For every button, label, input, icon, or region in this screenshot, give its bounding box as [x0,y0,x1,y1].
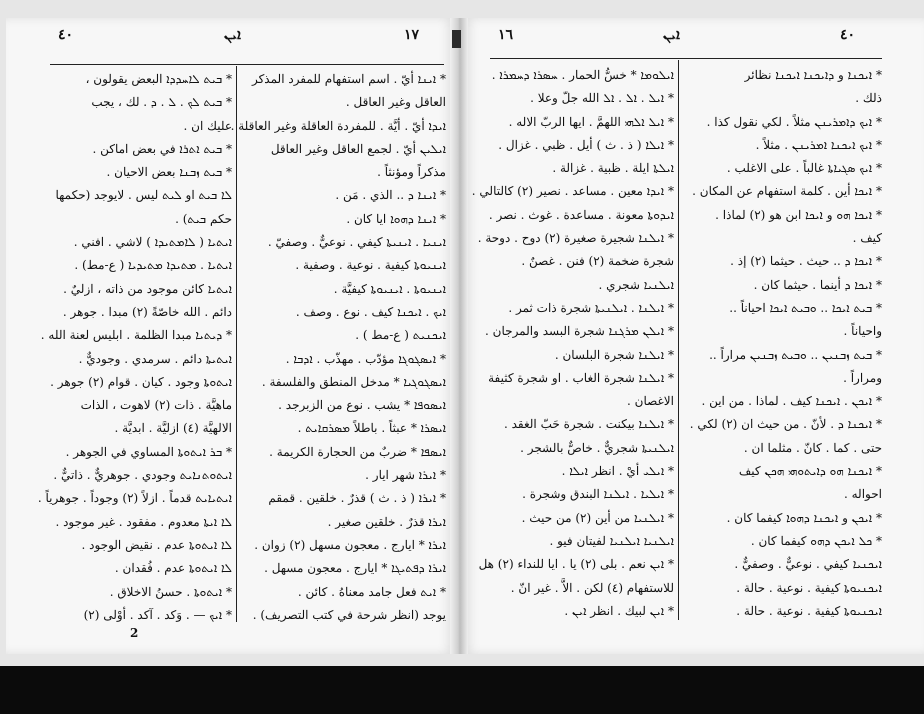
entry-line: ܠܐ ܒܝܬ او ܠܝܬ ليس . لايوجد (حكمها [55,188,232,203]
right-page-right-column [682,64,882,623]
entry-line: * ܐܝܪܐ ( ذ . ث ) قذرٌ . خلقين . قمقم [268,491,446,506]
entry-line: * ܐܝܟܐ أين . كلمة استفهام عن المكان . [692,184,882,199]
book-spine [450,18,468,654]
left-page-header-rule [50,64,444,65]
entry-line: * ܐܝܕܐ معين . مساعد . نصير (٢) كالتالي . [471,184,674,199]
entry-line: ܐܝܟܢܝܘܬܐ كيفية . نوعية . حالة . [736,580,882,595]
entry-line: ܐܝܬܝܐ . ܡܬܝܕܐ ܡܬܝܕܝܐ ( ع-مط) . [74,258,232,273]
entry-line: ܐܝܕܐ أيّ . أيَّة . للمفردة العاقلة وغير العاقلة . [230,118,446,133]
entry-line: * ܐܝܟܢ . ܐܝܟܢܐ كيف . لماذا . من اين . [701,394,882,409]
entry-line: * ܐܝܟ ܕܐܡܪܝܢܢ مثلاً . لكي نقول كذا . [706,114,882,129]
entry-line: ܐܝܣܪܐ * عبثاً . باطلاً ܡܣܪܩܐܝܬ . [297,421,446,436]
entry-line: * ܒܝܬ ܙܒܢܐ بعض الاحيان . [106,165,232,180]
entry-line: ܐܝܟ . ܐܝܟܢܐ كيف . نوع . وصف . [295,304,446,319]
entry-line: ماهيَّة . ذات (٢) لاهوت ، الذات [80,398,232,413]
entry-line: * ܐܝܟܐ ܕ .. حيث . حيثما (٢) إذ . [730,254,882,269]
entry-line: ܐܝܠܬܐ ايلة . ظبية . غزالة . [552,161,674,176]
entry-line: * ܐܝܠܐ ( ذ . ث ) أيل . ظبي . غزال . [498,137,674,152]
entry-line: ومراراً . [843,370,882,385]
entry-line: يوجد (انظر شرحة في كتب التصريف) . [252,607,446,622]
entry-line: * ܒܝܬ ܙܒܢܝܢ .. ܘܒܝܬ ܙܒܢܝܢ مراراً .. [709,347,882,362]
entry-line: ܐܝܣܘܦܐ * يشب . نوع من الزبرجد . [278,398,446,413]
entry-line: العاقل وغير العاقل . [345,95,446,110]
entry-line: ܐܝܪܐ * ايارج . معجون مسهل (٢) زوان . [254,537,446,552]
entry-line: * ܐܝܠܢܐ . ܐܝܠܢܝܬܐ شجرة ذات ثمر . [508,300,674,315]
entry-line: الاغصان . [627,394,674,409]
entry-line: * ܐܝܠܝܐ . ܐܝܠܢܐ البندق وشجرة . [522,487,674,502]
entry-line: ܐܝܣܓܘܓܝܐ * مدخل المنطق والفلسفة . [261,374,446,389]
entry-line: * ܟܠ ܐܝܟܢ ܕܗܘ كيفما كان . [750,533,882,548]
entry-line: * ܐܝܠܢܝܐ من أين (٢) من حيث . [521,510,674,525]
entry-line: للاستفهام (٤) لكن . الاَّ . غير انّ . [510,580,674,595]
entry-line: كيف . [852,231,882,246]
right-page-left-column [471,64,674,623]
entry-line: * ܒܝܬ ܐܬܪܐ في بعض اماكن . [92,141,232,156]
scanner-bottom-edge [0,666,924,714]
entry-line: ܐܝܕܘܬܐ معونة . مساعدة . غوث . نصر . [488,207,674,222]
entry-line: * ܐܝܟܐ ܗܘ و ܐܝܟܐ ابن هو (٢) لماذا . [715,207,882,222]
right-page-number: ١٦ [498,27,514,43]
entry-line: ذلك . [855,91,882,106]
left-page-left-column [37,68,232,627]
right-page-corner-mark: ٤٠ [840,27,856,43]
entry-line: * ܐܝܟܢ و ܐܝܟܢܐ ܕܗܘܐ كيفما كان . [726,510,882,525]
entry-line: حكم ܒܝܬ) . [175,211,232,226]
entry-line: شجرة ضخمة (٢) فنن . غصنٌ . [521,254,674,269]
entry-line: ܐܝܟܢܝܐ كيفي . نوعيٌّ . وصفيٌّ . [734,557,882,572]
entry-line: مذكراً ومؤنثاً . [377,165,446,180]
entry-line: * ܒܝܬ ܠܟ . ܠ . ܕ . لك ، يجب [91,95,232,110]
entry-line: ܐܝܟܢܝܬ ( ع-مط ) . [355,328,446,343]
entry-line: * ܐܝܟ ܣܓܝܐܬܐ غالباً . على الاغلب . [726,161,882,176]
entry-line: * ܐܝܠܢ ܡܪܓܢܐ شجرة البسد والمرجان . [485,324,674,339]
entry-line: ܐܝܬܝܬܐ دائم . سرمدي . وجوديٌّ . [78,351,232,366]
left-page-column-divider [236,66,237,622]
left-page-footer-number: 2 [130,626,139,640]
entry-line: * ܐܝܢܐ ܕܗܘܐ ايا كان . [346,211,446,226]
entry-line: * ܐܝܣܓܘܓܐ مؤدّب . مهذّب . ܐܕܒܐ . [285,351,446,366]
entry-line: * ܐܝܟ ܐܝܟܢܐ ܐܡܪܝܢܢ . مثلاً . [755,137,882,152]
entry-line: * ܐܝܠܢܐ شجيرة صغيرة (٢) دوح . دوحة . [477,231,674,246]
entry-line: ܠܐ ܐܝܬܘܬܐ عدم . فُقدان . [114,561,232,576]
entry-line: ܐܝܬܝܐ ( ܠܐܡܬܝܕܐ ) لاشي . افني . [73,235,232,250]
right-page-header-rule [490,58,882,59]
entry-line: ܐܝܟܢܝܘܬܐ كيفية . نوعية . حالة . [736,603,882,618]
entry-line: * ܐܝܠ . ܐܠ . ܐܠ الله جلّ وعلا . [530,91,674,106]
right-page-running-title: ܐܝܢ [663,27,680,43]
entry-line: * ܐܝܪܐ شهر ايار . [365,468,446,483]
entry-line: ܐܝܠܢܝܐ ܐܝܠܢܝܐ لفيتان فيو . [549,533,674,548]
entry-line: * ܐܝܟܢܐ و ܕܐܝܟܢܐ ܐܝܟܢܐ نظائر [744,68,882,82]
entry-line: واحياناً . [843,324,882,339]
entry-line: ܐܝܢܝܘܬܐ . ܐܝܢܝܘܬܐ كيفيَّة . [333,281,446,296]
entry-line: * ܒܪ ܐܝܬܘܬܐ المساوي في الجوهر . [65,444,232,459]
entry-line: * ܐܝܟܢܐ ܗܘ ܕܐܝܬܘܗܝ ܗܟܢ كيف [738,464,882,479]
entry-line: * ܐܝܟܢܐ ܕ . لأنّ . من حيث ان (٢) لكي . [689,417,882,432]
entry-line: ܐܝܠܝܢ أيّ . لجمع العاقل وغير العاقل [270,141,446,156]
entry-line: * ܐܝܬܘܬܐ . حسنُ الاخلاق . [109,584,232,599]
left-page-running-title: ܐܝܢ [224,27,241,43]
entry-line: ܠܐ ܐܝܬܐ معدوم . مفقود . غير موجود . [55,514,232,529]
entry-line: ܐܝܢܝܘܬܐ كيفية . نوعية . وصفية . [295,258,446,273]
entry-line: ܐܝܠܘܡܐ * خسُّ الحمار . ܚܣܪܐ ܕܚܡܪܐ . [491,68,674,82]
entry-line: * ܐܝܬ فعل جامد معناهُ . كائن . [297,584,446,599]
entry-line: * ܐܝܟܐ ܕ أينما . حيثما كان . [753,277,882,292]
entry-line: ܐܝܠܢܝܐ شجري . [598,277,674,292]
entry-line: * ܐܝܠܢܐ بيكنت . شجرة حَبّ الغقد . [503,417,674,432]
entry-line: * ܒܝܬ ܠܐܚܕܕܐ البعض يقولون ، [85,72,232,86]
entry-line: احواله . [843,487,882,502]
entry-line: * ܕܝܬܝܐ مبدا الظلمة . ابليس لعنة الله . [40,328,232,343]
entry-line: * ܐܝܠܢܐ شجرة البلسان . [554,347,674,362]
entry-line: * ܒܝܬ ܐܝܟܐ .. ܘܒܝܬ ܐܝܟܐ احياناً .. [729,300,882,315]
entry-line: ܐܝܪܐ ܕܦܬܝܓܐ * ايارج . معجون مسهل . [264,561,446,576]
right-page-column-divider [678,60,679,620]
entry-line: ܐܝܣܦܐ * ضربٌ من الحجارة الكريمة . [269,444,446,459]
entry-line: عليك ان . [183,118,232,133]
entry-line: ܐܝܬܝܐ كائن موجود من ذاته ، ازليٌ . [63,281,232,296]
entry-line: ܐܝܬܘܬܐ وجود . كيان . قوام (٢) جوهر . [50,374,232,389]
entry-line: ܐܝܬܝܐܝܬ قدماً . ازلاً (٢) وجوداً . جوهرياً . [37,491,232,506]
left-page-corner-mark: ٤٠ [58,27,74,43]
entry-line: * ܐܝܢܐ ܕ .. الذي . مَن . [335,188,446,203]
spine-tab-mark [452,30,461,48]
entry-line: * ܐܝܢ لبيك . انظر ܐܝܢ . [564,603,674,618]
entry-line: * ܐܝܠܝ أيْ . انظر ܐܝܠܐ . [561,464,674,479]
entry-line: ܠܐ ܐܝܬܘܬܐ عدم . نقيض الوجود . [81,537,232,552]
entry-line: ܐܝܬܘܬܢܐܝܬ وجودي . جوهريٌّ . ذاتيٌّ . [53,468,232,483]
entry-line: * ܐܝܠ ܐܠܗܝ اللهمَّ . ايها الربّ الاله . [508,114,674,129]
entry-line: * ܐܝܠܢܐ شجرة الغاب . او شجرة كثيفة [488,370,674,385]
entry-line: حتى . كما . كانّ . مثلما ان . [743,440,882,455]
entry-line: ܐܝܢܝܐ . ܐܝܢܝܬܐ كيفي . نوعيٌّ . وصفيّ . [267,235,446,250]
entry-line: ܐܝܠܢܝܬܐ شجريٌّ . خاصٌّ بالشجر . [520,440,674,455]
entry-line: الالهيَّة (٤) ازليَّة . ابديَّة . [114,421,232,436]
entry-line: * ܐܝܢ نعم . بلى (٢) يا . ايا للنداء (٢) هل [478,557,674,572]
entry-line: ܐܝܪܐ قذرٌ . خلقين صغير . [327,514,446,529]
left-page-right-column [230,68,446,627]
entry-line: * ܐܝܟ — . وَكد . آكد . أوْلى (٢) [83,607,232,622]
entry-line: دائم . الله خاصّةً (٢) مبدا . جوهر . [62,304,232,319]
left-page-number: ١٧ [404,27,420,43]
entry-line: * ܐܝܢܐ أيّ . اسم استفهام للمفرد المذكر [251,72,446,86]
